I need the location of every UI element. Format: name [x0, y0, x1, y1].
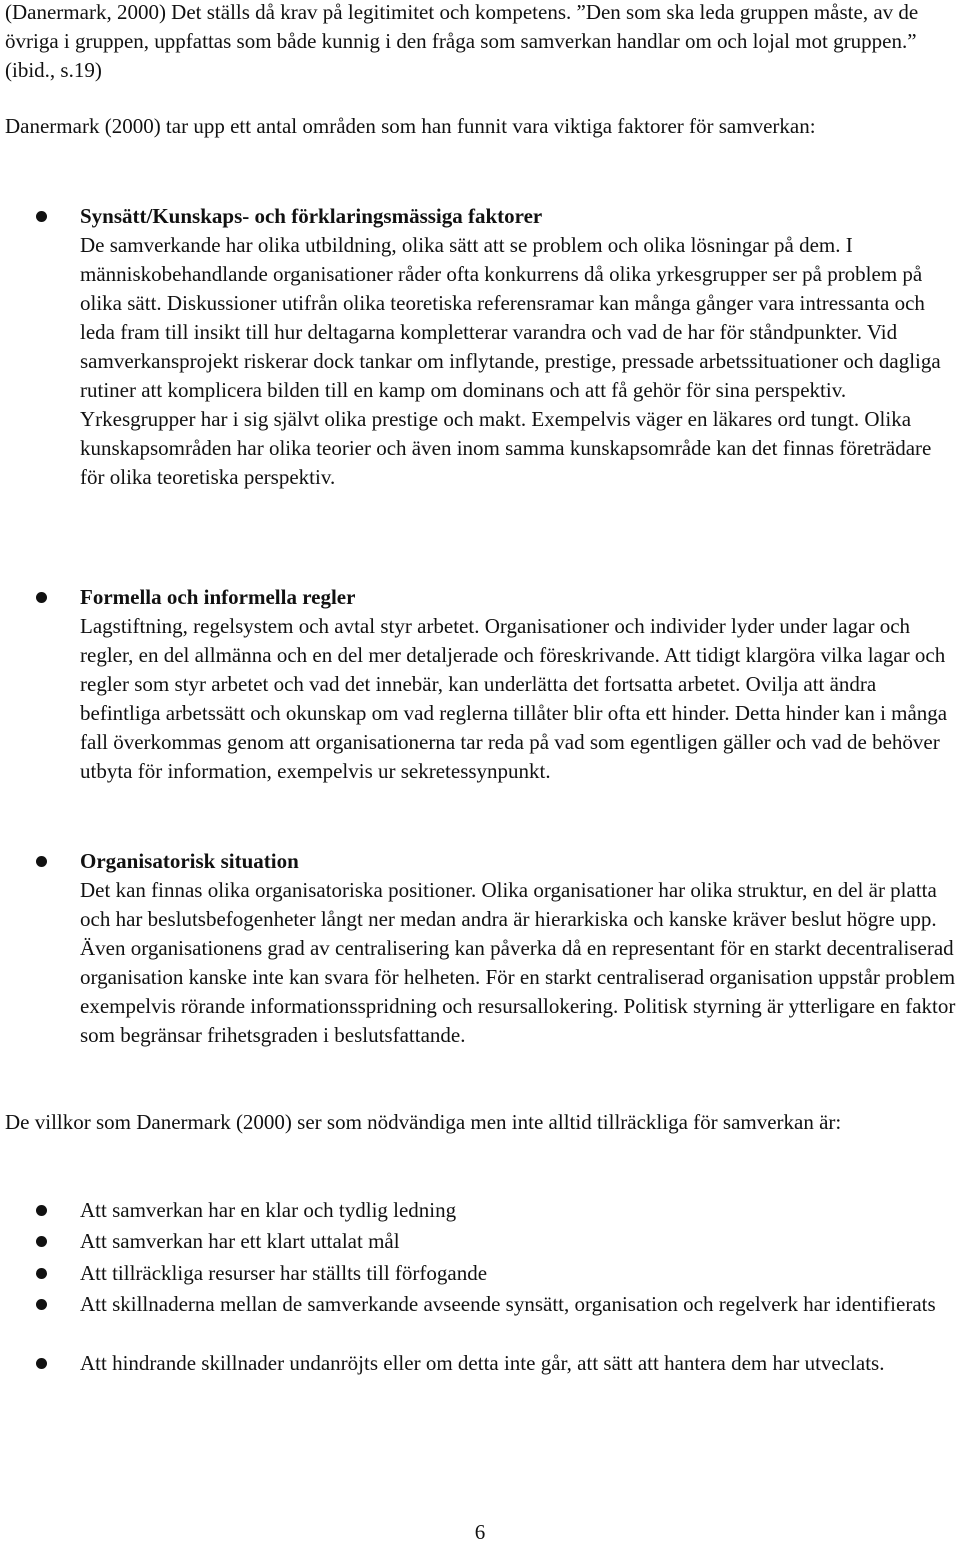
factor-body: Det kan finnas olika organisatoriska positioner. Olika organisationer har olika struktur, en del är platta och har beslutsbefogenheter långt ner medan andra är hierarkiska och kanske kräver beslut högre upp. Även organisationens grad av centralisering kan påverka då en representant för en starkt decentraliserad organisation kanske inte kan svara för helheten. För en starkt centraliserad organisation uppstår problem exempelvis rörande informationsspridning och resursallokering. Politisk styrning är ytterligare en faktor som begränsar frihetsgraden i beslutsfattande. [80, 878, 956, 1047]
factor-heading: Organisatorisk situation [80, 849, 299, 873]
factor-item [80, 847, 958, 1050]
bullet-icon [36, 1299, 47, 1310]
factor-body: De samverkande har olika utbildning, olika sätt att se problem och olika lösningar på dem. I människobehandlande organisationer råder ofta konkurrens då olika yrkesgrupper ser på problem på olika sätt. Diskussioner utifrån olika teoretiska referensramar kan många gånger vara intressanta och leda fram till insikt till hur deltagarna kompletterar varandra och vad de har för ståndpunkter. Vid samverkansprojekt riskerar dock tankar om inflytande, prestige, pressade arbetssituationer och dagliga rutiner att komplicera bilden till en kamp om dominans och att få gehör för sina perspektiv. Yrkesgrupper har i sig självt olika prestige och makt. Exempelvis väger en läkares ord tungt. Olika kunskapsområden har olika teorier och även inom samma kunskapsområde kan det finnas företrädare för olika teoretiska perspektiv. [80, 233, 941, 489]
condition-item: Att samverkan har en klar och tydlig ledning [80, 1198, 457, 1222]
bullet-icon [36, 592, 47, 603]
factor-item [80, 202, 958, 492]
bullet-icon [36, 1358, 47, 1369]
factors-intro-paragraph: Danermark (2000) tar upp ett antal områden som han funnit vara viktiga faktorer för samverkan: [5, 114, 816, 138]
conditions-intro-paragraph: De villkor som Danermark (2000) ser som nödvändiga men inte alltid tillräckliga för samverkan är: [5, 1110, 842, 1134]
page-number: 6 [474, 1520, 486, 1544]
factor-body: Lagstiftning, regelsystem och avtal styr arbetet. Organisationer och individer lyder under lagar och regler, en del allmänna och en del mer detaljerade och föreskrivande. Att tidigt klargöra vilka lagar och regler som styr arbetet och vad det innebär, kan underlätta det fortsatta arbetet. Ovilja att ändra befintliga arbetssätt och okunskap om vad reglerna tillåter blir ofta ett hinder. Detta hinder kan i många fall överkommas genom att organisationerna tar reda på vad som egentligen gäller och vad de behöver utbyta för information, exempelvis ur sekretessynpunkt. [80, 614, 948, 783]
condition-item: Att hindrande skillnader undanröjts eller om detta inte går, att sätt att hantera dem har utveclats. [80, 1351, 885, 1375]
bullet-icon [36, 856, 47, 867]
intro-paragraph: (Danermark, 2000) Det ställs då krav på legitimitet och kompetens. ”Den som ska leda gruppen måste, av de övriga i gruppen, uppfattas som både kunnig i den fråga som samverkan handlar om och lojal mot gruppen.” (ibid., s.19) [5, 0, 919, 82]
factor-heading: Synsätt/Kunskaps- och förklaringsmässiga faktorer [80, 204, 543, 228]
condition-item: Att samverkan har ett klart uttalat mål [80, 1229, 400, 1253]
bullet-icon [36, 211, 47, 222]
bullet-icon [36, 1268, 47, 1279]
condition-item: Att tillräckliga resurser har ställts till förfogande [80, 1261, 488, 1285]
factor-item [80, 583, 958, 786]
condition-item: Att skillnaderna mellan de samverkande avseende synsätt, organisation och regelverk har identifierats [80, 1292, 936, 1316]
factor-heading: Formella och informella regler [80, 585, 356, 609]
bullet-icon [36, 1236, 47, 1247]
bullet-icon [36, 1205, 47, 1216]
